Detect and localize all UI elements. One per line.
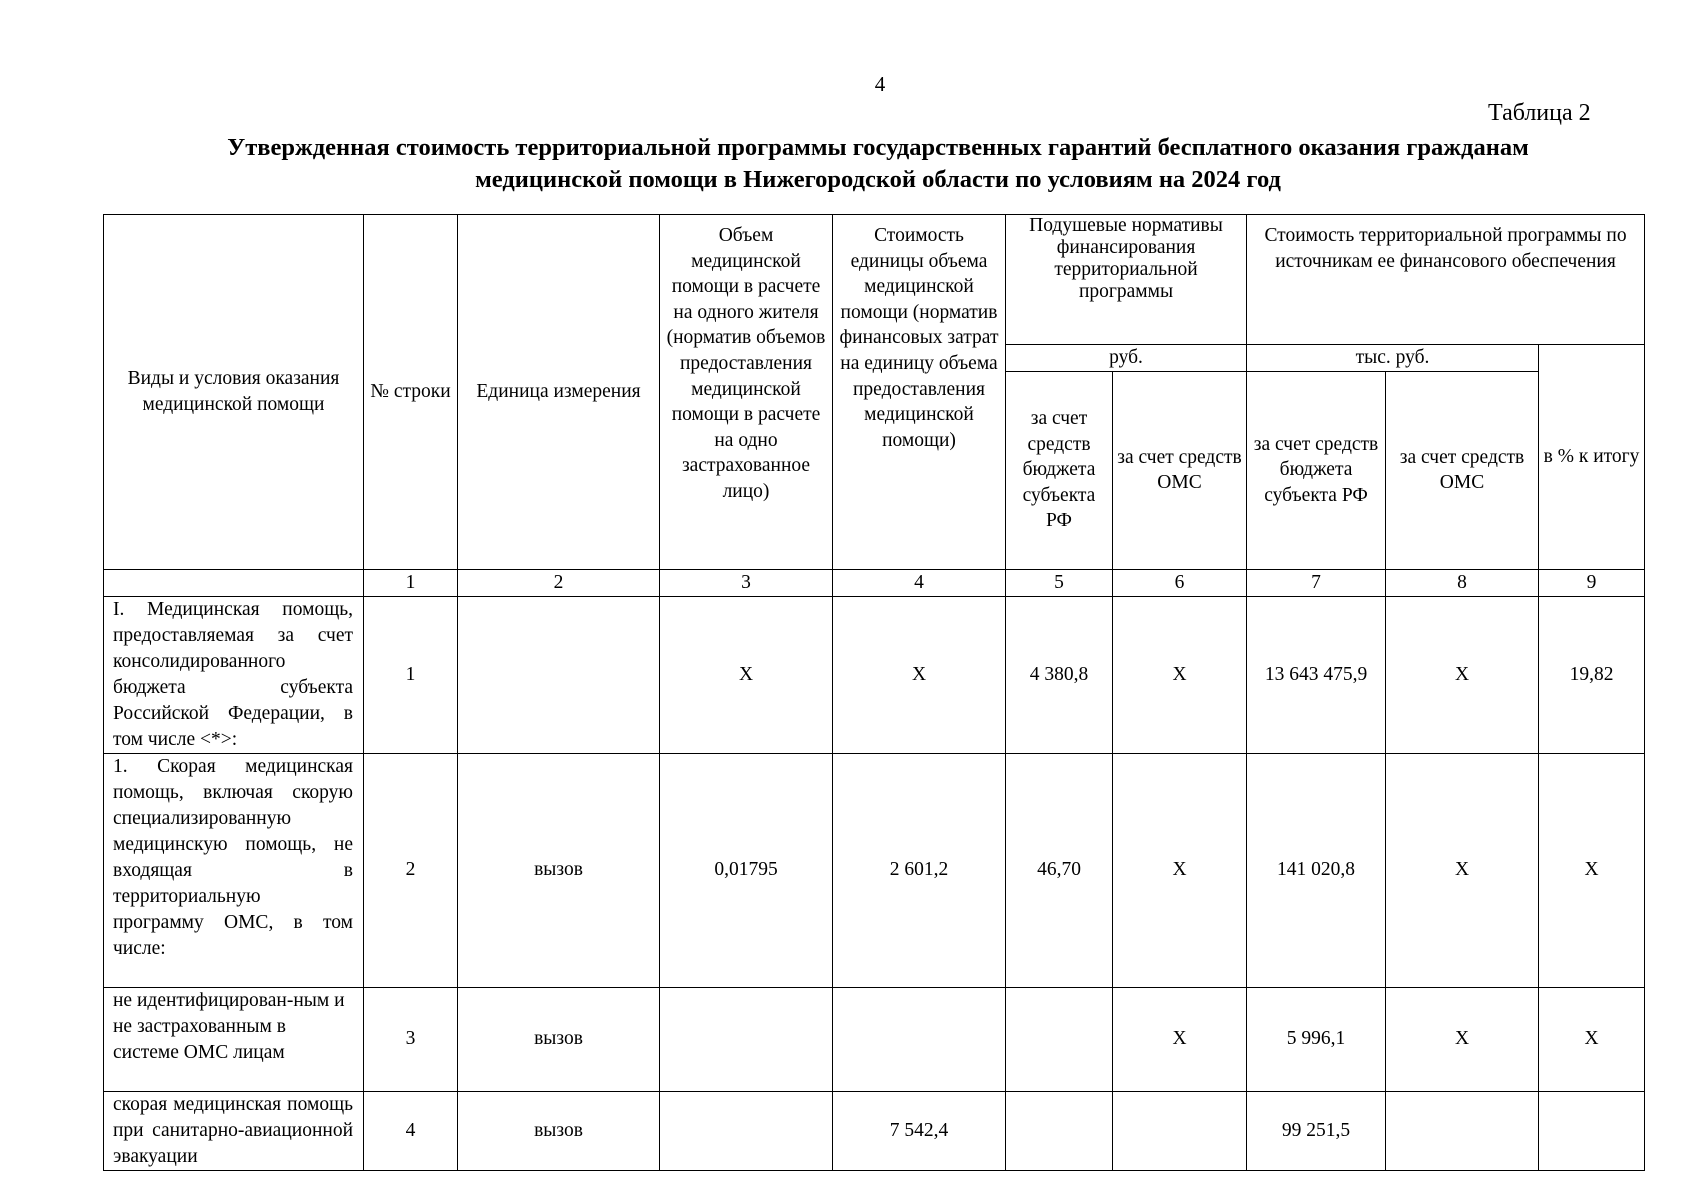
header-unit: Единица измерения: [458, 215, 660, 570]
row-name: не идентифицирован-ным и не застрахованным в системе ОМС лицам: [104, 987, 364, 1091]
table-row: [104, 596, 1645, 753]
column-number-cell: 9: [1539, 569, 1645, 596]
row-volume: [660, 987, 833, 1091]
column-number-cell: 4: [833, 569, 1006, 596]
header-line-number: № строки: [364, 215, 458, 570]
row-cost-budget: 141 020,8: [1247, 753, 1386, 987]
row-unit-cost: [833, 987, 1006, 1091]
row-unit-cost: 7 542,4: [833, 1091, 1006, 1170]
row-percent: 19,82: [1539, 596, 1645, 753]
row-volume: [660, 1091, 833, 1170]
table-row: [104, 987, 1645, 1091]
row-cost-budget: 99 251,5: [1247, 1091, 1386, 1170]
row-volume: X: [660, 596, 833, 753]
row-percent: X: [1539, 753, 1645, 987]
row-cost-oms: X: [1386, 596, 1539, 753]
page-number: 4: [874, 72, 886, 96]
header-cost-oms: за счет средств ОМС: [1386, 371, 1539, 569]
row-per-capita-budget: [1006, 987, 1113, 1091]
row-unit: вызов: [458, 1091, 660, 1170]
row-unit: вызов: [458, 987, 660, 1091]
header-per-capita-budget: за счет средств бюджета субъекта РФ: [1006, 371, 1113, 569]
row-line-number: 2: [364, 753, 458, 987]
header-kinds-of-care: Виды и условия оказания медицинской помощи: [104, 215, 364, 570]
header-unit-thousand-rub: тыс. руб.: [1247, 345, 1539, 372]
row-line-number: 1: [364, 596, 458, 753]
row-percent: X: [1539, 987, 1645, 1091]
table-caption: Таблица 2: [1488, 100, 1591, 126]
row-name: I. Медицинская помощь, предоставляемая за счет консолидированного бюджета субъекта Российской Федерации, в том числе <*>:: [104, 596, 364, 753]
column-number-cell: 1: [364, 569, 458, 596]
row-unit-cost: X: [833, 596, 1006, 753]
header-unit-cost: Стоимость единицы объема медицинской помощи (норматив финансовых затрат на единицу объема предоставления медицинской помощи): [833, 215, 1006, 570]
document-title: [110, 132, 1646, 196]
row-cost-oms: X: [1386, 987, 1539, 1091]
row-per-capita-budget: [1006, 1091, 1113, 1170]
row-per-capita-oms: X: [1113, 987, 1247, 1091]
title-line-1: Утвержденная стоимость территориальной программы государственных гарантий бесплатного оказания гражданам: [227, 134, 1529, 161]
table-row: [104, 1091, 1645, 1170]
row-cost-budget: 13 643 475,9: [1247, 596, 1386, 753]
row-cost-budget: 5 996,1: [1247, 987, 1386, 1091]
column-number-cell: 6: [1113, 569, 1247, 596]
row-cost-oms: X: [1386, 753, 1539, 987]
row-unit: [458, 596, 660, 753]
header-cost-group: Стоимость территориальной программы по источникам ее финансового обеспечения: [1247, 215, 1645, 345]
column-number-cell: [104, 569, 364, 596]
row-per-capita-oms: [1113, 1091, 1247, 1170]
row-unit: вызов: [458, 753, 660, 987]
cost-table: [103, 214, 1645, 1171]
row-per-capita-budget: 46,70: [1006, 753, 1113, 987]
row-per-capita-oms: X: [1113, 753, 1247, 987]
row-line-number: 3: [364, 987, 458, 1091]
header-per-capita-oms: за счет средств ОМС: [1113, 371, 1247, 569]
row-line-number: 4: [364, 1091, 458, 1170]
row-volume: 0,01795: [660, 753, 833, 987]
row-name: 1. Скорая медицинская помощь, включая скорую специализированную медицинскую помощь, не входящая в территориальную программу ОМС, в том числе:: [104, 753, 364, 987]
header-cost-budget: за счет средств бюджета субъекта РФ: [1247, 371, 1386, 569]
column-number-cell: 3: [660, 569, 833, 596]
column-number-cell: 2: [458, 569, 660, 596]
column-number-cell: 5: [1006, 569, 1113, 596]
row-name: скорая медицинская помощь при санитарно-авиационной эвакуации: [104, 1091, 364, 1170]
row-per-capita-budget: 4 380,8: [1006, 596, 1113, 753]
column-number-cell: 8: [1386, 569, 1539, 596]
header-volume: Объем медицинской помощи в расчете на одного жителя (норматив объемов предоставления медицинской помощи в расчете на одно застрахованное лицо): [660, 215, 833, 570]
row-cost-oms: [1386, 1091, 1539, 1170]
header-percent: в % к итогу: [1539, 345, 1645, 570]
title-line-2: медицинской помощи в Нижегородской области по условиям на 2024 год: [475, 166, 1281, 193]
row-per-capita-oms: X: [1113, 596, 1247, 753]
row-percent: [1539, 1091, 1645, 1170]
header-per-capita-group: Подушевые нормативы финансирования территориальной программы: [1006, 215, 1247, 345]
table-row: [104, 753, 1645, 987]
column-number-cell: 7: [1247, 569, 1386, 596]
header-unit-rub: руб.: [1006, 345, 1247, 372]
row-unit-cost: 2 601,2: [833, 753, 1006, 987]
